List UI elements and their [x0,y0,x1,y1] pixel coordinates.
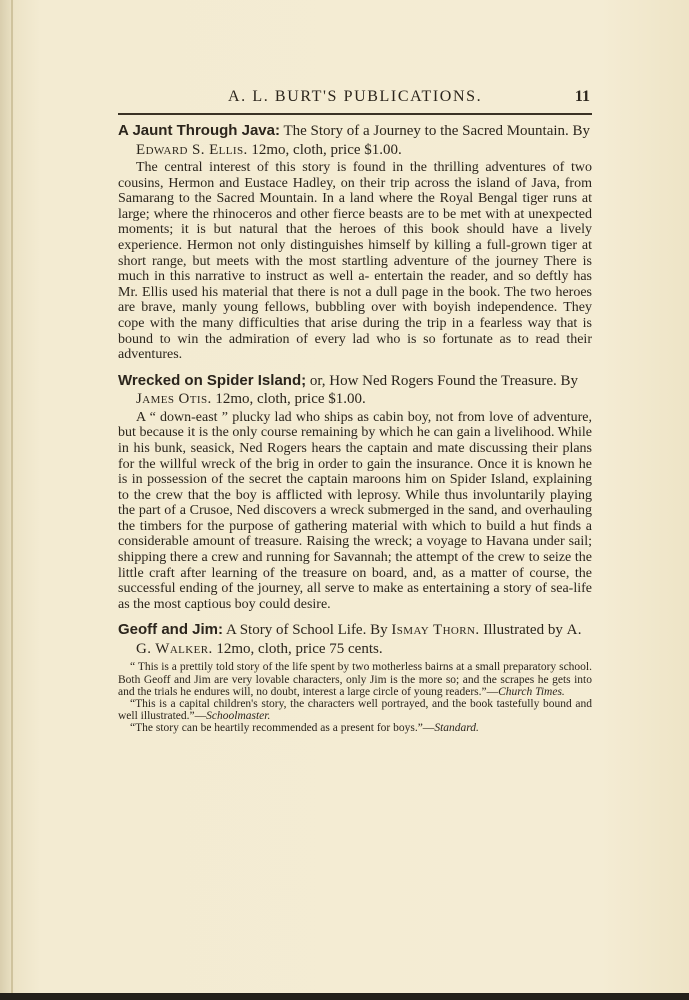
book-title: Geoff and Jim: [118,621,224,639]
book-price: 12mo, cloth, price $1.00. [211,391,366,408]
book-entry-jaunt-through-java [118,122,592,363]
book-description: The central interest of this story is found in the thrilling adventures of two cousins, Hermon and Eustace Hadley, on their trip across the island of Java, from Samarang to the Sacred Mountain. In a land where the Royal Bengal tiger runs at large; where the rhinoceros and other fierce beasts are to be met with at unexpected moments; it is but natural that the heroes of this book should have a lively experience. Hermon not only distinguishes himself by killing a full-grown tiger at short range, but meets with the most startling adventure of the journey There is much in this narrative to instruct as well a- entertain the reader, and so deftly has Mr. Ellis used his material that there is not a dull page in the book. The two heroes are brave, manly young fellows, bubbling over with boyish independence. They cope with the many difficulties that arise during the trip in a fearless way that is bound to win the admiration of every lad who is so fortunate as to read their adventures. [118,160,592,363]
quote-text: “ This is a prettily told story of the life spent by two motherless bairns at a small preparatory school. Both Geoff and Jim are very lovable characters, only Jim is the more so; and the scrapes he gets into and the trials he endures will, no doubt, interest a large circle of young readers.”— [118,661,592,698]
book-entry-geoff-and-jim [118,621,592,734]
quote-source: Standard. [434,722,479,735]
book-description: A “ down-east ” plucky lad who ships as cabin boy, not from love of adventure, but because it is the only course remaining by which he can gain a livelihood. While in his bunk, seasick, Ned Rogers hears the captain and mate discussing their plans for the willful wreck of the brig in order to gain the insurance. Once it is known he is in possession of the secret the captain maroons him on Spider Island, explaining to the crew that the boy is afflicted with leprosy. While thus involuntarily playing the part of a Crusoe, Ned discovers a wreck submerged in the sand, and overhauling the timbers for the purpose of gathering material with which to build a hut finds a considerable amount of treasure. Raising the wreck; a voyage to Havana under sail; shipping there a crew and running for Savannah; the attempt of the crew to seize the little craft after learning of the treasure on board, and, as a matter of course, the successful ending of the journey, all serve to make as entertaining a story of sea-life as the most captious boy could desire. [118,409,592,612]
header-title: A. L. BURT'S PUBLICATIONS. [228,88,483,105]
book-entry-wrecked-on-spider-island [118,372,592,613]
running-header [118,86,592,110]
book-title: A Jaunt Through Java: [118,122,280,139]
header-rule [118,113,592,115]
quote-text: “This is a capital children's story, the characters well portrayed, and the book tastefully bound and well illustrated.”— [118,698,592,723]
entry-heading [118,372,592,409]
illustrator-prefix: Illustrated by [479,622,567,639]
book-title: Wrecked on Spider Island; [118,371,307,389]
entry-heading [118,621,592,658]
review-quote [118,661,592,698]
book-subtitle: The Story of a Journey to the Sacred Mountain. By [279,123,591,139]
page-gutter-shadow [11,0,13,1000]
quote-text: “The story can be heartily recommended as a present for boys.”— [130,722,435,735]
catalog-content [118,122,592,744]
book-price: 12mo, cloth, price 75 cents. [212,640,383,657]
entry-heading [118,122,592,159]
book-author: Edward S. Ellis. [136,141,248,158]
book-author: James Otis. [136,391,212,408]
review-quote [118,722,592,734]
review-quotes [118,661,592,734]
quote-source: Church Times. [498,685,565,698]
book-illustrator: A. G. Walker. [136,622,582,657]
bottom-edge-band [0,993,689,1000]
quote-source: Schoolmaster. [206,710,271,723]
book-author: Ismay Thorn. [391,622,480,639]
review-quote [118,698,592,722]
book-subtitle: or, How Ned Rogers Found the Treasure. By [306,372,578,389]
page-number: 11 [574,88,590,105]
book-subtitle: A Story of School Life. By [223,622,392,639]
book-price: 12mo, cloth, price $1.00. [247,141,402,158]
